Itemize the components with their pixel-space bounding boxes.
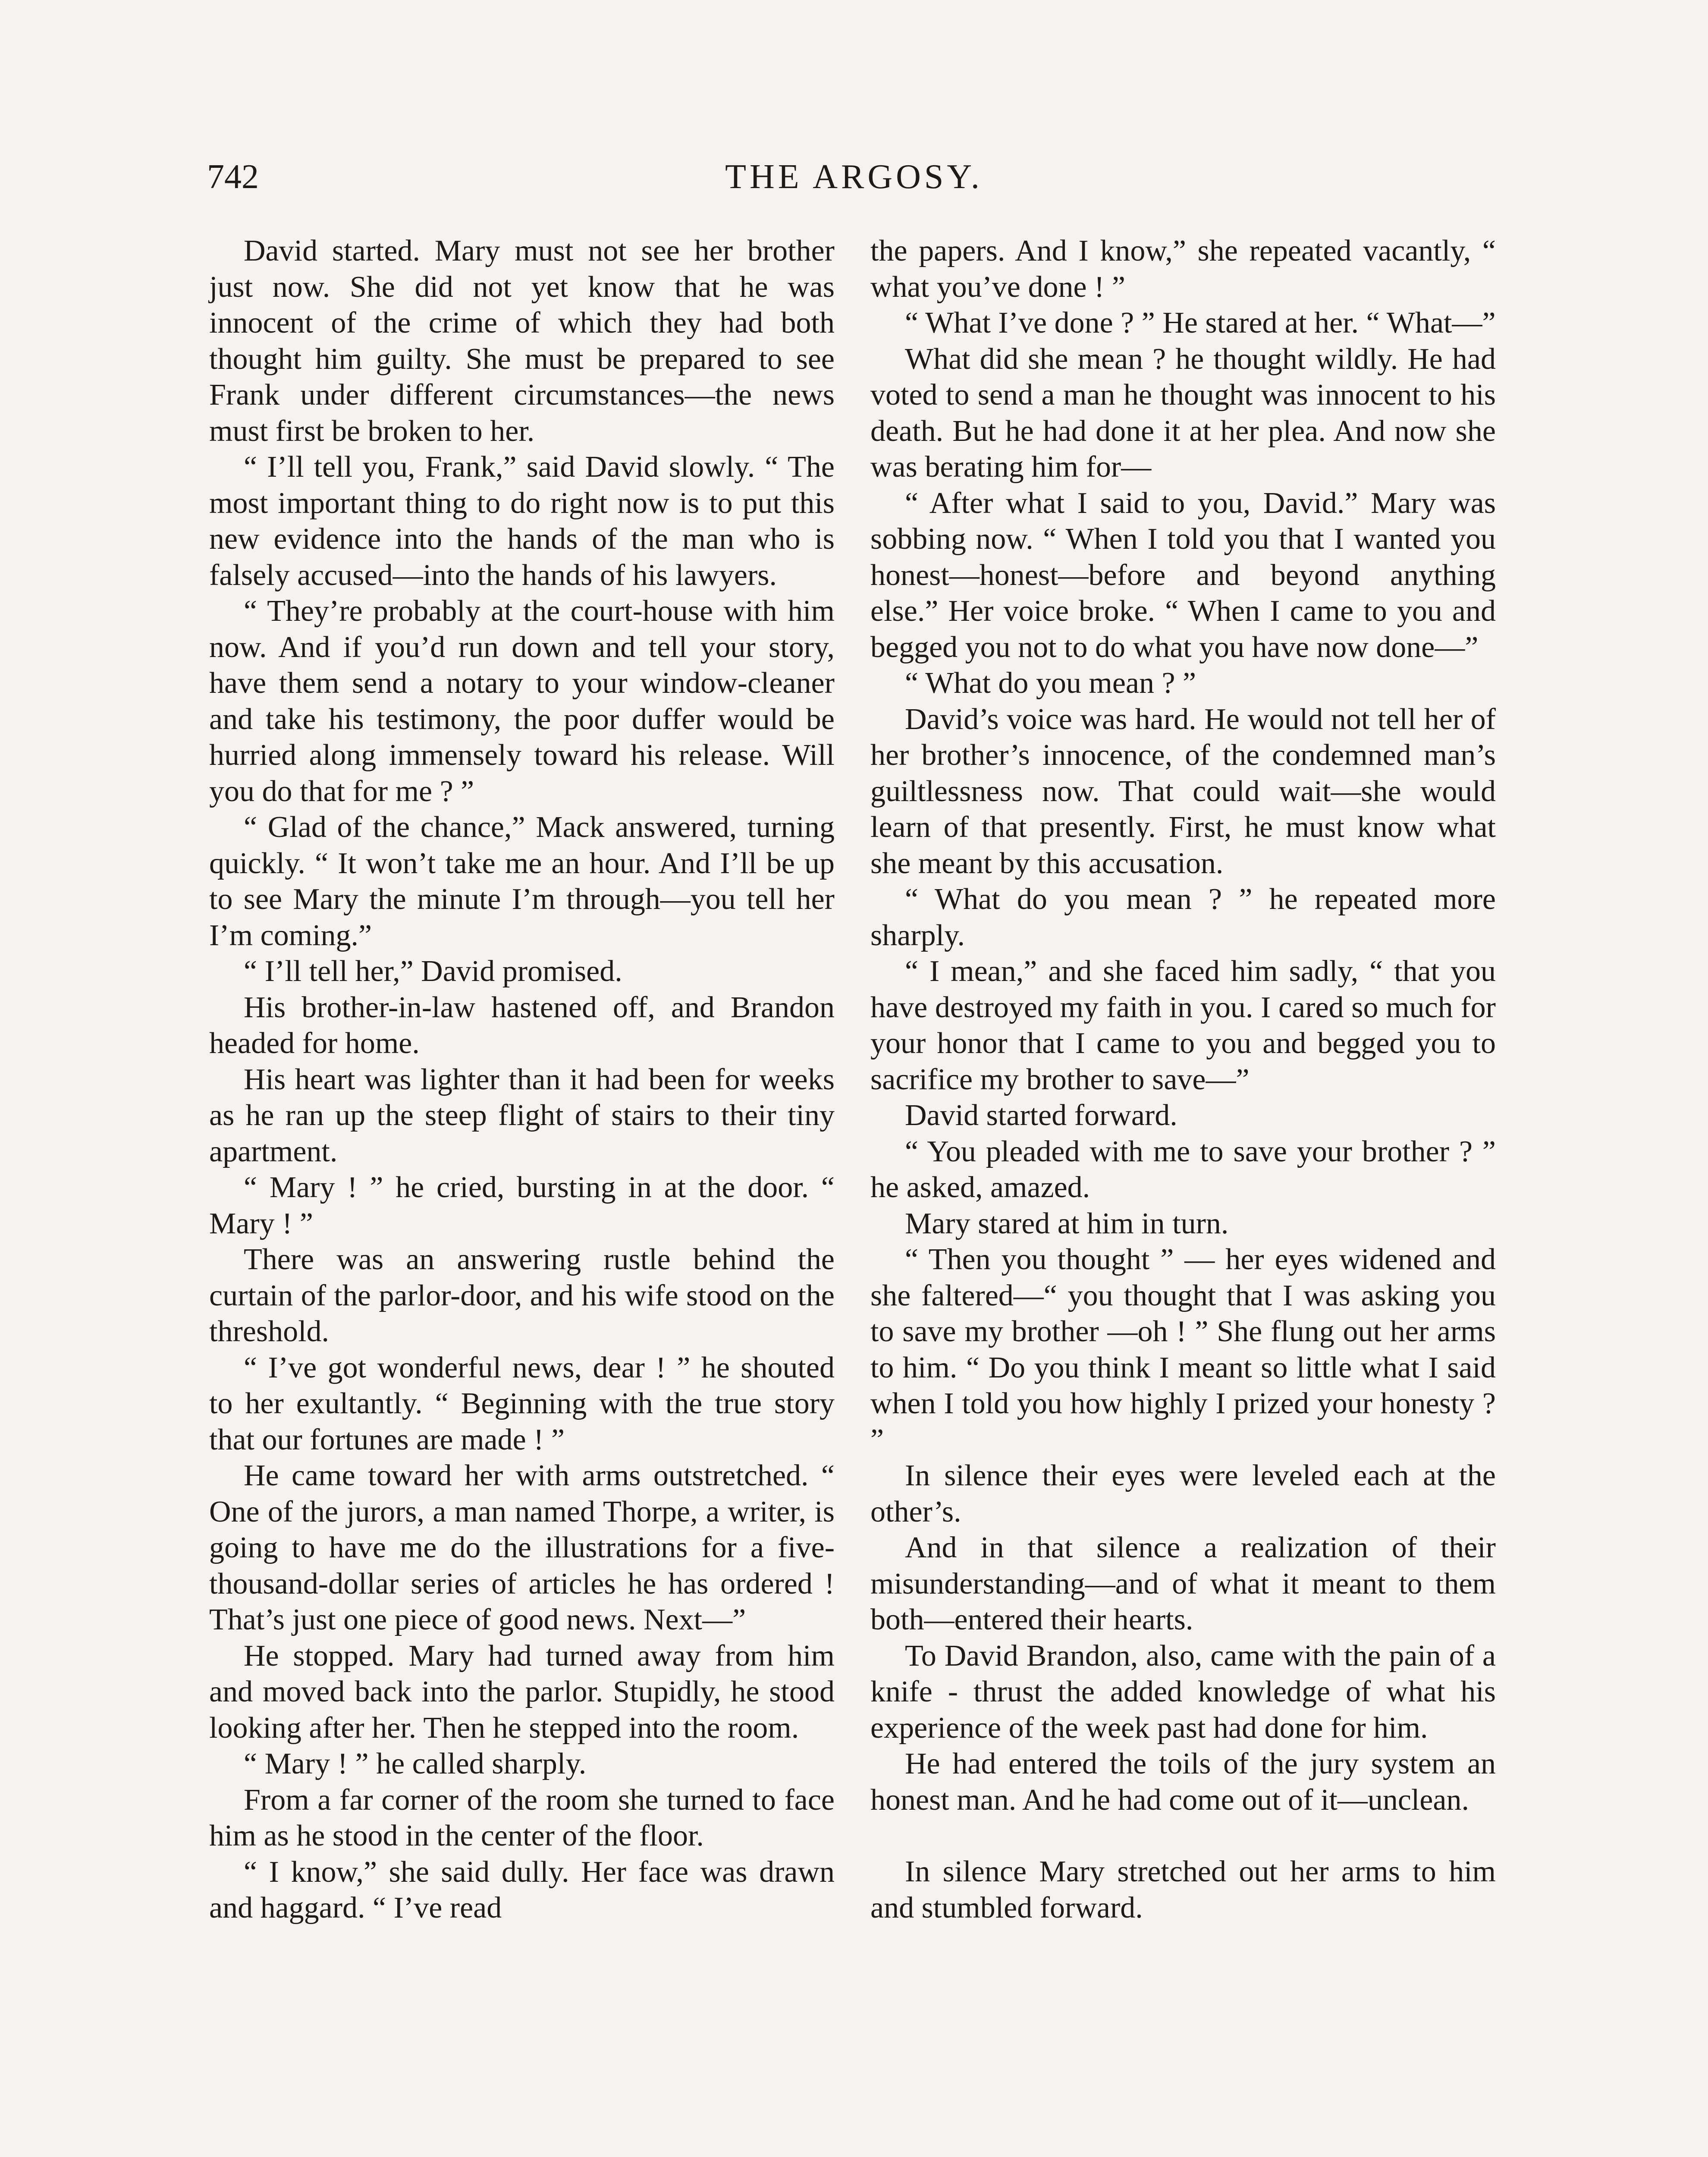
left-column xyxy=(209,233,835,1926)
paragraph: David started. Mary must not see her brother just now. She did not yet know that he was innocent of the crime of which they had both thought him guilty. She must be prepared to see Frank under different circumstances—the news must first be broken to her. xyxy=(209,234,835,448)
paragraph: From a far corner of the room she turned to face him as he stood in the center of the floor. xyxy=(209,1783,835,1852)
paragraph: David started forward. xyxy=(905,1099,1177,1132)
paragraph: “ I’ll tell you, Frank,” said David slowly. “ The most important thing to do right now is to put this new evidence into the hands of the man who is falsely accused—into the hands of his lawyers. xyxy=(209,450,835,592)
paragraph: To David Brandon, also, came with the pain of a knife - thrust the added knowledge of what his experience of the week past had done for him. xyxy=(870,1639,1496,1745)
paragraph: “ Glad of the chance,” Mack answered, turning quickly. “ It won’t take me an hour. And I’ll be up to see Mary the minute I’m through—you tell her I’m coming.” xyxy=(209,811,835,952)
paragraph: And in that silence a realization of their misunderstanding—and of what it meant to them both—entered their hearts. xyxy=(870,1531,1496,1636)
final-paragraph: In silence Mary stretched out her arms to him and stumbled forward. xyxy=(870,1855,1496,1924)
paragraph: “ Then you thought ” — her eyes widened and she faltered—“ you thought that I was asking you to save my brother —oh ! ” She flung out her arms to him. “ Do you think I meant so little what I said when I told you how highly I prized your honesty ? ” xyxy=(870,1243,1496,1456)
paragraph: His heart was lighter than it had been for weeks as he ran up the steep flight of stairs to their tiny apartment. xyxy=(209,1063,835,1168)
paragraph: “ What do you mean ? ” he repeated more sharply. xyxy=(870,883,1496,952)
paragraph: David’s voice was hard. He would not tell her of her brother’s innocence, of the condemned man’s guiltlessness now. That could wait—she would learn of that presently. First, he must know what she meant by this accusation. xyxy=(870,702,1496,880)
paragraph: “ After what I said to you, David.” Mary was sobbing now. “ When I told you that I wanted you honest—honest—before and beyond anything else.” Her voice broke. “ When I came to you and begged you not to do what you have now done—” xyxy=(870,486,1496,664)
paragraph: “ I’ve got wonderful news, dear ! ” he shouted to her exultantly. “ Beginning with the true story that our fortunes are made ! ” xyxy=(209,1351,835,1456)
paragraph: “ Mary ! ” he called sharply. xyxy=(244,1747,587,1780)
paragraph: “ What do you mean ? ” xyxy=(905,667,1196,700)
running-head: THE ARGOSY. xyxy=(725,158,983,196)
paragraph: “ What I’ve done ? ” He stared at her. “ What—” xyxy=(905,306,1496,340)
paragraph: He had entered the toils of the jury system an honest man. And he had come out of it—unclean. xyxy=(870,1747,1496,1817)
paragraph: Mary stared at him in turn. xyxy=(905,1207,1229,1240)
paragraph: In silence their eyes were leveled each at the other’s. xyxy=(870,1459,1496,1528)
paragraph: He came toward her with arms outstretched. “ One of the jurors, a man named Thorpe, a writer, is going to have me do the illustrations for a five-thousand-dollar series of articles he has ordered ! That’s just one piece of good news. Next—” xyxy=(209,1459,835,1636)
right-column xyxy=(870,233,1496,1926)
paragraph: His brother-in-law hastened off, and Brandon headed for home. xyxy=(209,990,835,1060)
paragraph: “ I mean,” and she faced him sadly, “ that you have destroyed my faith in you. I cared so much for your honor that I came to you and begged you to sacrifice my brother to save—” xyxy=(870,955,1496,1096)
paragraph: “ You pleaded with me to save your brother ? ” he asked, amazed. xyxy=(870,1135,1496,1204)
paragraph: He stopped. Mary had turned away from him and moved back into the parlor. Stupidly, he stood looking after her. Then he stepped into the room. xyxy=(209,1639,835,1745)
paragraph: “ I know,” she said dully. Her face was drawn and haggard. “ I’ve read xyxy=(209,1855,835,1924)
paragraph: “ I’ll tell her,” David promised. xyxy=(244,955,622,988)
paragraph: What did she mean ? he thought wildly. He had voted to send a man he thought was innocent to his death. But he had done it at her plea. And now she was berating him for— xyxy=(870,342,1496,484)
paragraph: There was an answering rustle behind the curtain of the parlor-door, and his wife stood on the threshold. xyxy=(209,1243,835,1348)
paragraph: “ They’re probably at the court-house with him now. And if you’d run down and tell your story, have them send a notary to your window-cleaner and take his testimony, the poor duffer would be hurried along immensely toward his release. Will you do that for me ? ” xyxy=(209,594,835,808)
paragraph: “ Mary ! ” he cried, bursting in at the door. “ Mary ! ” xyxy=(209,1171,835,1240)
paragraph: the papers. And I know,” she repeated vacantly, “ what you’ve done ! ” xyxy=(870,234,1496,304)
page-number: 742 xyxy=(207,158,259,196)
